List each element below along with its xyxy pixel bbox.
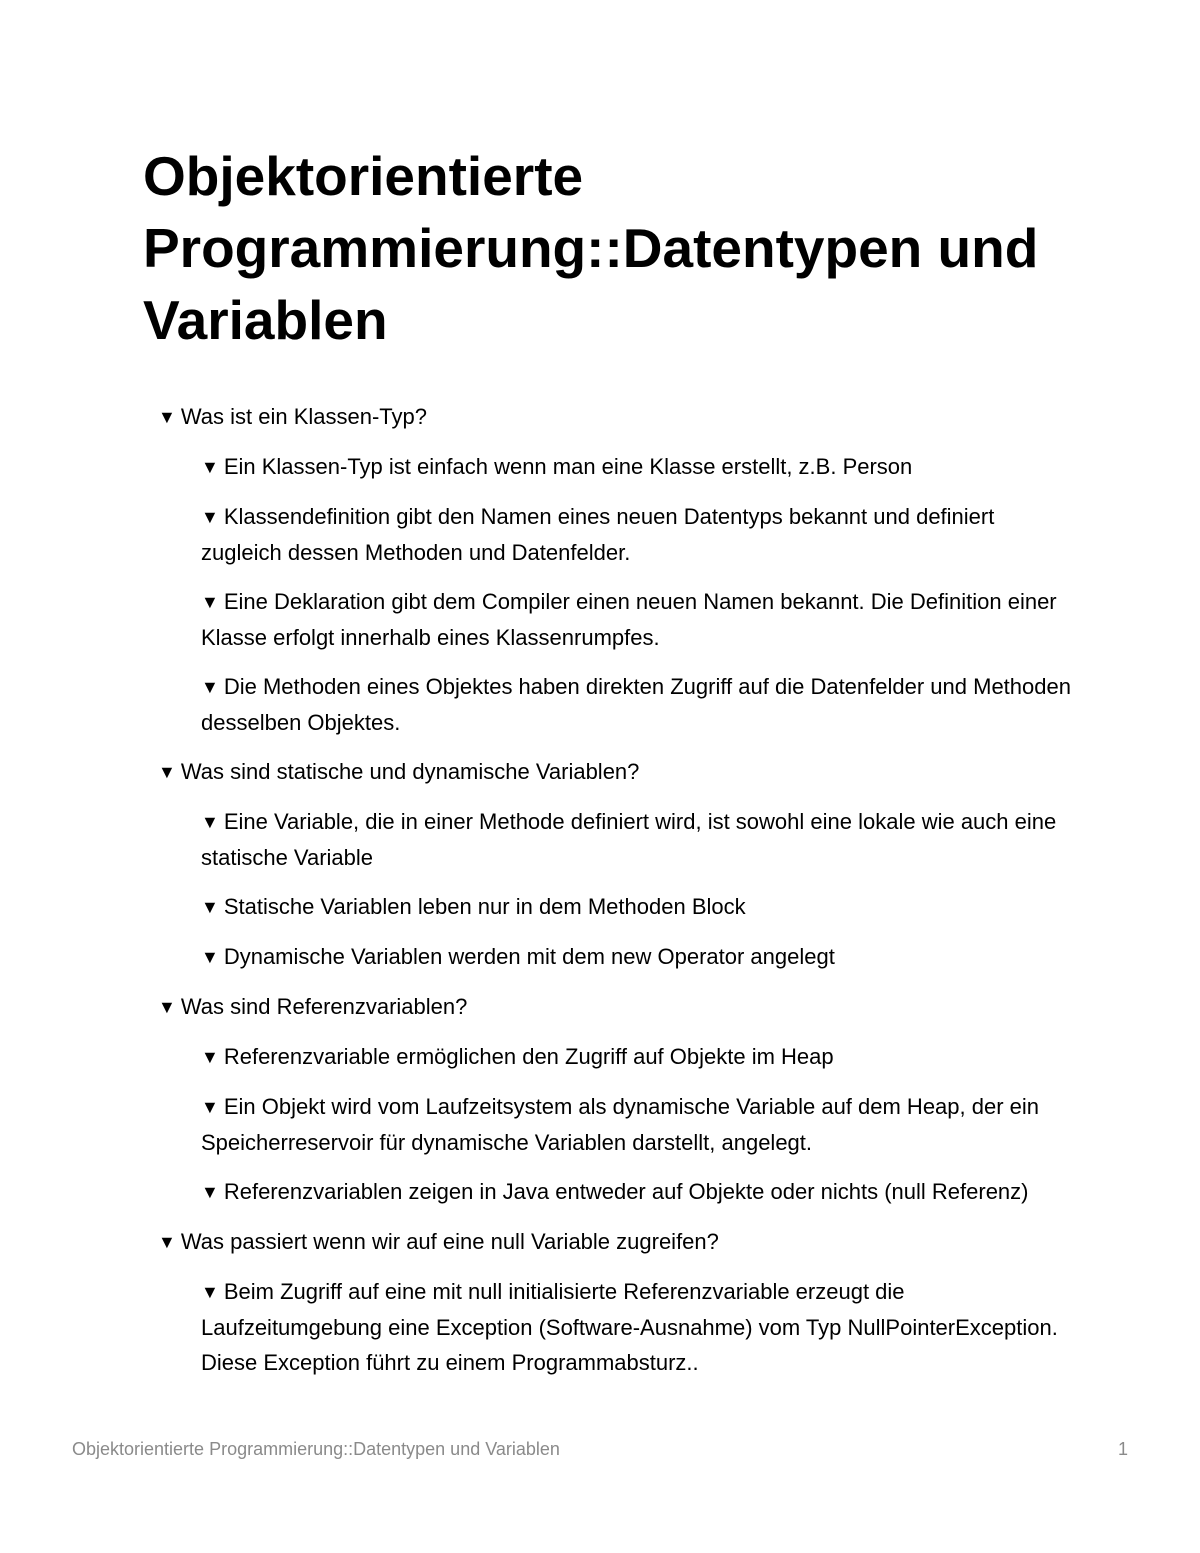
triangle-down-icon[interactable]: ▼: [201, 507, 219, 527]
footer-title: Objektorientierte Programmierung::Datentypen und Variablen: [72, 1439, 560, 1459]
answer-text: Statische Variablen leben nur in dem Methoden Block: [223, 894, 746, 919]
triangle-down-icon[interactable]: ▼: [201, 677, 219, 697]
toggle-question[interactable]: [158, 754, 1078, 790]
triangle-down-icon[interactable]: ▼: [201, 812, 219, 832]
triangle-down-icon[interactable]: ▼: [201, 947, 219, 967]
toggle-answer[interactable]: [201, 499, 1071, 570]
answer-text: Beim Zugriff auf eine mit null initialisierte Referenzvariable erzeugt die Laufzeitumgebung eine Exception (Software-Ausnahme) vom Typ NullPointerException. Diese Exception führt zu einem Programmabsturz..: [201, 1279, 1058, 1375]
toggle-answer[interactable]: [201, 804, 1071, 875]
triangle-down-icon[interactable]: ▼: [201, 1282, 219, 1302]
answer-text: Referenzvariable ermöglichen den Zugriff auf Objekte im Heap: [223, 1044, 834, 1069]
answer-text: Referenzvariablen zeigen in Java entweder auf Objekte oder nichts (null Referenz): [223, 1179, 1029, 1204]
triangle-down-icon[interactable]: ▼: [201, 457, 219, 477]
page-number: 1: [1117, 1439, 1128, 1459]
answer-text: Eine Deklaration gibt dem Compiler einen neuen Namen bekannt. Die Definition einer Klasse erfolgt innerhalb eines Klassenrumpfes.: [201, 589, 1057, 650]
triangle-down-icon[interactable]: ▼: [158, 407, 176, 427]
triangle-down-icon[interactable]: ▼: [158, 997, 176, 1017]
question-text: Was sind statische und dynamische Variablen?: [180, 759, 640, 784]
answer-text: Eine Variable, die in einer Methode definiert wird, ist sowohl eine lokale wie auch eine statische Variable: [201, 809, 1057, 870]
triangle-down-icon[interactable]: ▼: [201, 1047, 219, 1067]
toggle-group-referenzvariablen: [158, 989, 1078, 1210]
toggle-group-klassen-typ: [158, 399, 1078, 740]
triangle-down-icon[interactable]: ▼: [201, 897, 219, 917]
triangle-down-icon[interactable]: ▼: [201, 592, 219, 612]
toggle-answer[interactable]: [201, 1089, 1071, 1160]
answer-text: Dynamische Variablen werden mit dem new Operator angelegt: [223, 944, 835, 969]
answer-text: Klassendefinition gibt den Namen eines neuen Datentyps bekannt und definiert zugleich dessen Methoden und Datenfelder.: [201, 504, 995, 565]
triangle-down-icon[interactable]: ▼: [158, 762, 176, 782]
toggle-answer[interactable]: [201, 889, 1071, 925]
toggle-question[interactable]: [158, 989, 1078, 1025]
toggle-answer[interactable]: [201, 1174, 1071, 1210]
question-text: Was sind Referenzvariablen?: [180, 994, 468, 1019]
answer-text: Ein Klassen-Typ ist einfach wenn man eine Klasse erstellt, z.B. Person: [223, 454, 913, 479]
toggle-list: [158, 399, 1078, 1394]
toggle-answer[interactable]: [201, 1274, 1071, 1380]
question-text: Was passiert wenn wir auf eine null Variable zugreifen?: [180, 1229, 719, 1254]
page-title: Objektorientierte Programmierung::Datentypen und Variablen: [143, 145, 1039, 351]
toggle-answer[interactable]: [201, 584, 1071, 655]
toggle-question[interactable]: [158, 399, 1078, 435]
question-text: Was ist ein Klassen-Typ?: [180, 404, 427, 429]
toggle-question[interactable]: [158, 1224, 1078, 1260]
triangle-down-icon[interactable]: ▼: [201, 1182, 219, 1202]
answer-text: Ein Objekt wird vom Laufzeitsystem als dynamische Variable auf dem Heap, der ein Speicherreservoir für dynamische Variablen darstellt, angelegt.: [201, 1094, 1040, 1155]
toggle-group-null-variable: [158, 1224, 1078, 1380]
toggle-answer[interactable]: [201, 669, 1071, 740]
toggle-answer[interactable]: [201, 939, 1071, 975]
answer-text: Die Methoden eines Objektes haben direkten Zugriff auf die Datenfelder und Methoden desselben Objektes.: [201, 674, 1071, 735]
triangle-down-icon[interactable]: ▼: [201, 1097, 219, 1117]
toggle-answer[interactable]: [201, 1039, 1071, 1075]
triangle-down-icon[interactable]: ▼: [158, 1232, 176, 1252]
toggle-answer[interactable]: [201, 449, 1071, 485]
toggle-group-statische-variablen: [158, 754, 1078, 975]
